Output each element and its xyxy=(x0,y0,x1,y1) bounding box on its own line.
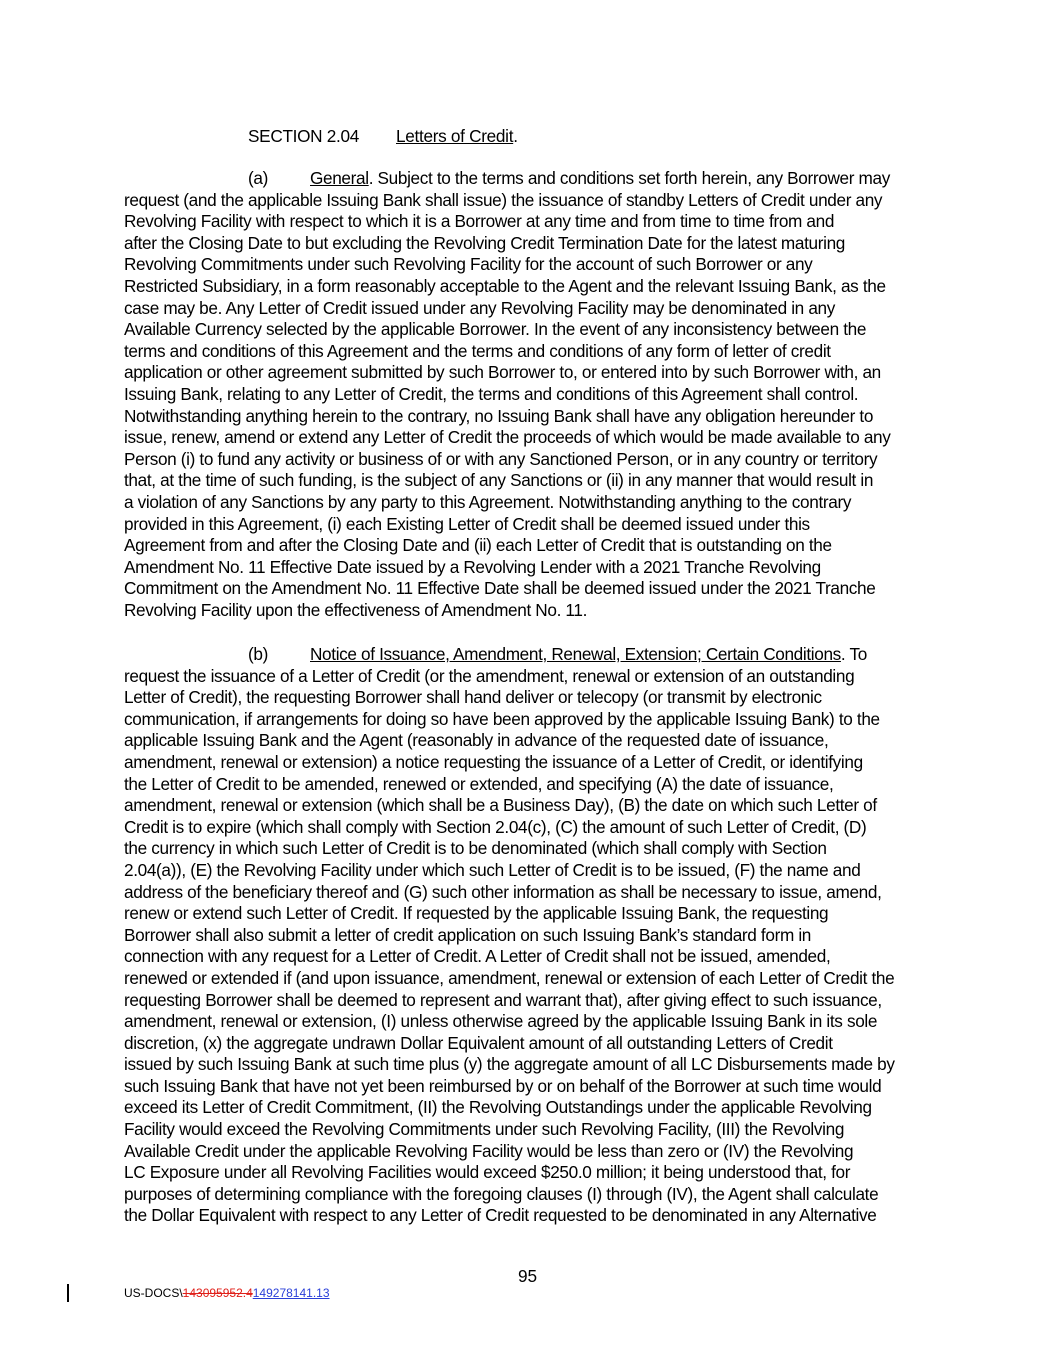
paragraph-line: Agreement from and after the Closing Date and (ii) each Letter of Credit that is outstanding on the xyxy=(124,535,832,556)
section-heading xyxy=(248,126,518,148)
document-id-deleted: 143095952.4 xyxy=(182,1286,253,1300)
paragraph-line: application or other agreement submitted by such Borrower to, or entered into by such Borrower with, an xyxy=(124,362,881,383)
paragraph-line: . To xyxy=(840,644,867,664)
paragraph-line: Person (i) to fund any activity or business of or with any Sanctioned Person, or in any country or territory xyxy=(124,448,878,469)
paragraph-line: request (and the applicable Issuing Bank shall issue) the issuance of standby Letters of Credit under any xyxy=(124,189,883,210)
paragraph-line: Revolving Commitments under such Revolving Facility for the account of such Borrower or any xyxy=(124,254,813,275)
paragraph-a-first-line xyxy=(124,168,930,190)
document-id-prefix: US-DOCS\ xyxy=(124,1286,183,1300)
paragraph-line: Issuing Bank, relating to any Letter of Credit, the terms and conditions of this Agreement shall control. xyxy=(124,383,859,404)
page-number: 95 xyxy=(517,1266,538,1286)
paragraph-line: terms and conditions of this Agreement and the terms and conditions of any form of letter of credit xyxy=(124,340,831,361)
paragraph-line: amendment, renewal or extension, (I) unless otherwise agreed by the applicable Issuing Bank in its sole xyxy=(124,1011,878,1032)
paragraph-line: . Subject to the terms and conditions set forth herein, any Borrower may xyxy=(368,168,890,188)
document-id-inserted: 149278141.13 xyxy=(252,1286,330,1300)
paragraph-line: renew or extend such Letter of Credit. If requested by the applicable Issuing Bank, the requesting xyxy=(124,903,829,924)
paragraph-line: issue, renew, amend or extend any Letter of Credit the proceeds of which would be made available to any xyxy=(124,427,891,448)
paragraph-line: case may be. Any Letter of Credit issued under any Revolving Facility may be denominated in any xyxy=(124,297,835,318)
paragraph-line: communication, if arrangements for doing so have been approved by the applicable Issuing Bank) to the xyxy=(124,708,880,729)
paragraph-line: exceed its Letter of Credit Commitment, (II) the Revolving Outstandings under the applicable Revolving xyxy=(124,1097,872,1118)
revision-change-bar xyxy=(67,1284,69,1302)
paragraph-line: issued by such Issuing Bank at such time plus (y) the aggregate amount of all LC Disbursements made by xyxy=(124,1054,895,1075)
paragraph-line: after the Closing Date to but excluding the Revolving Credit Termination Date for the latest maturing xyxy=(124,232,845,253)
paragraph-line: Amendment No. 11 Effective Date issued by a Revolving Lender with a 2021 Tranche Revolving xyxy=(124,556,821,577)
paragraph-a-marker: (a) xyxy=(248,168,268,188)
paragraph-line: Available Currency selected by the applicable Borrower. In the event of any inconsistency between the xyxy=(124,319,867,340)
paragraph-line: Available Credit under the applicable Revolving Facility would be less than zero or (IV) the Revolving xyxy=(124,1140,854,1161)
section-title: Letters of Credit xyxy=(396,126,514,146)
document-id xyxy=(124,1286,330,1300)
paragraph-a-heading: General xyxy=(310,168,369,188)
paragraph-line: 2.04(a)), (E) the Revolving Facility under which such Letter of Credit is to be issued, (F) the name and xyxy=(124,859,861,880)
paragraph-a xyxy=(124,168,930,621)
paragraph-line: Facility would exceed the Revolving Commitments under such Revolving Facility, (III) the Revolving xyxy=(124,1119,845,1140)
paragraph-line: such Issuing Bank that have not yet been reimbursed by or on behalf of the Borrower at such time would xyxy=(124,1075,882,1096)
paragraph-line: discretion, (x) the aggregate undrawn Dollar Equivalent amount of all outstanding Letters of Credit xyxy=(124,1032,833,1053)
paragraph-line: Letter of Credit), the requesting Borrower shall hand deliver or telecopy (or transmit by electronic xyxy=(124,687,822,708)
paragraph-b-first-line xyxy=(124,644,930,666)
paragraph-line: a violation of any Sanctions by any party to this Agreement. Notwithstanding anything to the contrary xyxy=(124,491,852,512)
section-number: SECTION 2.04 xyxy=(248,126,360,146)
paragraph-line: the currency in which such Letter of Credit is to be denominated (which shall comply with Section xyxy=(124,838,827,859)
paragraph-line: requesting Borrower shall be deemed to represent and warrant that), after giving effect to such issuance, xyxy=(124,989,882,1010)
paragraph-line: connection with any request for a Letter of Credit. A Letter of Credit shall not be issued, amended, xyxy=(124,946,831,967)
paragraph-b-marker: (b) xyxy=(248,644,268,664)
paragraph-line: Credit is to expire (which shall comply with Section 2.04(c), (C) the amount of such Letter of Credit, (D) xyxy=(124,816,867,837)
paragraph-b xyxy=(124,644,930,1227)
paragraph-line: the Letter of Credit to be amended, renewed or extended, and specifying (A) the date of issuance, xyxy=(124,773,834,794)
paragraph-line: applicable Issuing Bank and the Agent (reasonably in advance of the requested date of issuance, xyxy=(124,730,829,751)
paragraph-line: request the issuance of a Letter of Credit (or the amendment, renewal or extension of an outstanding xyxy=(124,665,855,686)
paragraph-line: the Dollar Equivalent with respect to any Letter of Credit requested to be denominated in any Alternative xyxy=(124,1205,877,1226)
paragraph-line: purposes of determining compliance with the foregoing clauses (I) through (IV), the Agent shall calculate xyxy=(124,1183,879,1204)
paragraph-line: address of the beneficiary thereof and (G) such other information as shall be necessary to issue, amend, xyxy=(124,881,882,902)
paragraph-line: Revolving Facility with respect to which it is a Borrower at any time and from time to time from and xyxy=(124,211,835,232)
paragraph-b-heading: Notice of Issuance, Amendment, Renewal, Extension; Certain Conditions xyxy=(310,644,841,664)
paragraph-line: Revolving Facility upon the effectiveness of Amendment No. 11. xyxy=(124,599,587,620)
paragraph-line: that, at the time of such funding, is the subject of any Sanctions or (ii) in any manner that would result in xyxy=(124,470,874,491)
paragraph-line: provided in this Agreement, (i) each Existing Letter of Credit shall be deemed issued under this xyxy=(124,513,810,534)
section-title-period: . xyxy=(513,126,518,146)
paragraph-line: Borrower shall also submit a letter of credit application on such Issuing Bank’s standard form in xyxy=(124,924,812,945)
paragraph-line: Notwithstanding anything herein to the contrary, no Issuing Bank shall have any obligation hereunder to xyxy=(124,405,874,426)
paragraph-line: LC Exposure under all Revolving Facilities would exceed $250.0 million; it being understood that, for xyxy=(124,1162,851,1183)
paragraph-line: renewed or extended if (and upon issuance, amendment, renewal or extension of each Letter of Credit the xyxy=(124,967,895,988)
paragraph-line: Restricted Subsidiary, in a form reasonably acceptable to the Agent and the relevant Issuing Bank, as the xyxy=(124,275,886,296)
paragraph-line: Commitment on the Amendment No. 11 Effective Date shall be deemed issued under the 2021 Tranche xyxy=(124,578,876,599)
paragraph-line: amendment, renewal or extension (which shall be a Business Day), (B) the date on which such Letter of xyxy=(124,795,877,816)
paragraph-line: amendment, renewal or extension) a notice requesting the issuance of a Letter of Credit, or identifying xyxy=(124,751,863,772)
